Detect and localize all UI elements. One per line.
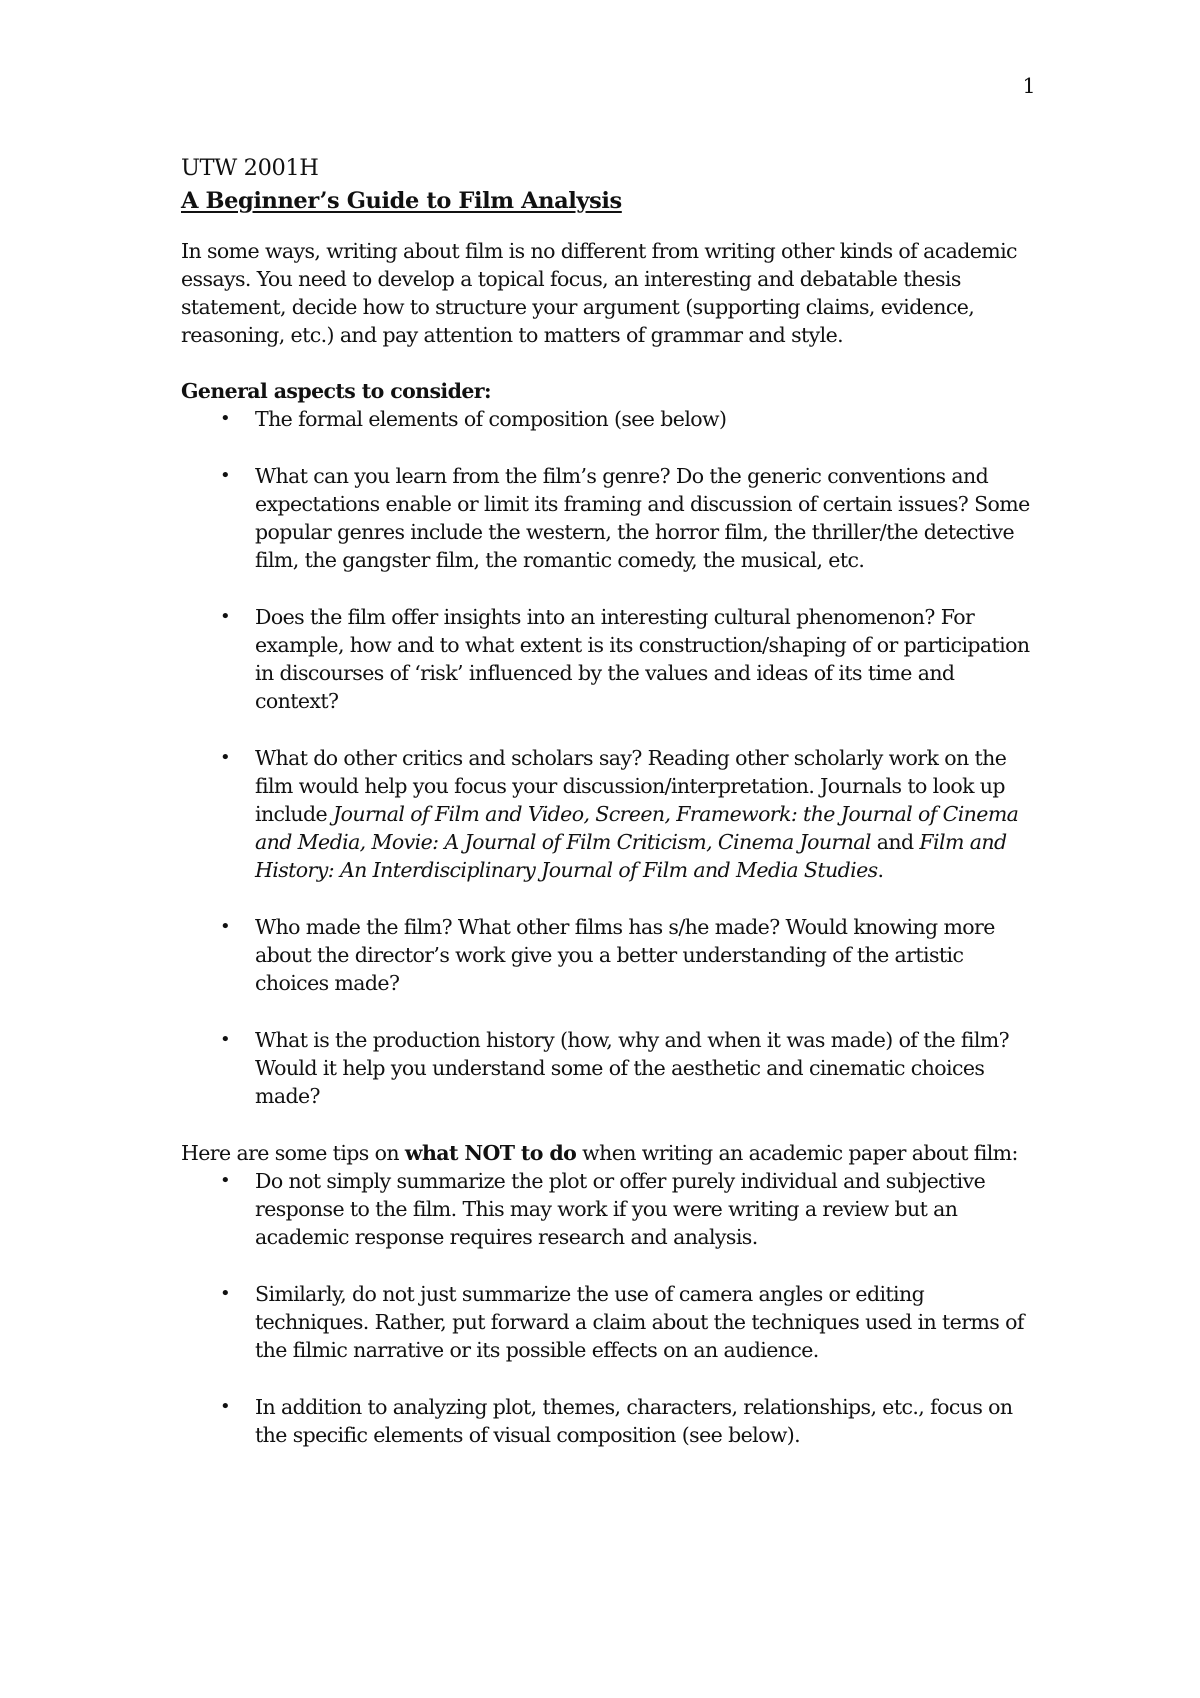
intro-paragraph: In some ways, writing about film is no different from writing other kinds of academic essays. You need to develop a topical focus, an interesting and debatable thesis statement, decide how to structure your argument (supporting claims, evidence, reasoning, etc.) and pay attention to matters of grammar and style. bbox=[181, 239, 1017, 347]
journal-titles: Film and History: An Interdisciplinary Journal of Film and Media Studies bbox=[255, 830, 1007, 882]
bullet-icon: • bbox=[219, 1029, 231, 1050]
list-item bbox=[181, 913, 1031, 997]
list-item bbox=[181, 603, 1031, 715]
list-item bbox=[181, 744, 1031, 884]
general-aspects-list bbox=[181, 405, 1031, 1110]
list-item-text: Does the film offer insights into an interesting cultural phenomenon? For example, how and to what extent is its construction/shaping of or participation in discourses of ‘risk’ influenced by the values and ideas of its time and context? bbox=[255, 605, 1030, 713]
list-item-text: and bbox=[870, 830, 920, 854]
list-item bbox=[181, 1280, 1031, 1364]
list-item bbox=[181, 405, 1031, 433]
list-item-text: Similarly, do not just summarize the use of camera angles or editing techniques. Rather, put forward a claim about the techniques used in terms of the filmic narrative or its possible effects on an audience. bbox=[255, 1282, 1024, 1362]
bullet-icon: • bbox=[219, 606, 231, 627]
list-item-text: Who made the film? What other films has s/he made? Would knowing more about the director’s work give you a better understanding of the artistic choices made? bbox=[255, 915, 995, 995]
list-item-text: What is the production history (how, why and when it was made) of the film? Would it help you understand some of the aesthetic and cinematic choices made? bbox=[255, 1028, 1010, 1108]
document-body bbox=[181, 152, 1031, 1449]
bullet-icon: • bbox=[219, 1283, 231, 1304]
tips-intro-emphasis: what NOT to do bbox=[404, 1141, 577, 1165]
list-item-text: In addition to analyzing plot, themes, characters, relationships, etc., focus on the specific elements of visual composition (see below). bbox=[255, 1395, 1013, 1447]
tips-intro-text: Here are some tips on bbox=[181, 1141, 405, 1165]
bullet-icon: • bbox=[219, 465, 231, 486]
bullet-icon: • bbox=[219, 747, 231, 768]
list-item-text: What can you learn from the film’s genre? Do the generic conventions and expectations enable or limit its framing and discussion of certain issues? Some popular genres include the western, the horror film, the thriller/the detective film, the gangster film, the romantic comedy, the musical, etc. bbox=[255, 464, 1030, 572]
bullet-icon: • bbox=[219, 916, 231, 937]
tips-intro-text: when writing an academic paper about film: bbox=[576, 1141, 1018, 1165]
course-code: UTW 2001H bbox=[181, 155, 319, 181]
bullet-icon: • bbox=[219, 1396, 231, 1417]
bullet-icon: • bbox=[219, 1170, 231, 1191]
list-item-text: . bbox=[877, 858, 884, 882]
list-item-text: Do not simply summarize the plot or offer purely individual and subjective response to the film. This may work if you were writing a review but an academic response requires research and analysis. bbox=[255, 1169, 986, 1249]
page-number: 1 bbox=[1022, 74, 1035, 98]
list-item bbox=[181, 1393, 1031, 1449]
list-item bbox=[181, 462, 1031, 574]
list-item bbox=[181, 1167, 1031, 1251]
list-item bbox=[181, 1026, 1031, 1110]
tips-list bbox=[181, 1167, 1031, 1449]
journal-titles: Journal of Film and Video, Screen, Framework: the Journal of Cinema and Media, Movie: A Journal of Film Criticism, Cinema Journal bbox=[255, 802, 1019, 854]
list-item-text: The formal elements of composition (see below) bbox=[255, 407, 727, 431]
general-aspects-heading: General aspects to consider: bbox=[181, 379, 491, 403]
document-title: A Beginner’s Guide to Film Analysis bbox=[181, 188, 622, 214]
bullet-icon: • bbox=[219, 408, 231, 429]
tips-intro bbox=[181, 1139, 1031, 1167]
list-item-text: What do other critics and scholars say? Reading other scholarly work on the film would help you focus your discussion/interpretation. Journals to look up include bbox=[255, 746, 1007, 826]
